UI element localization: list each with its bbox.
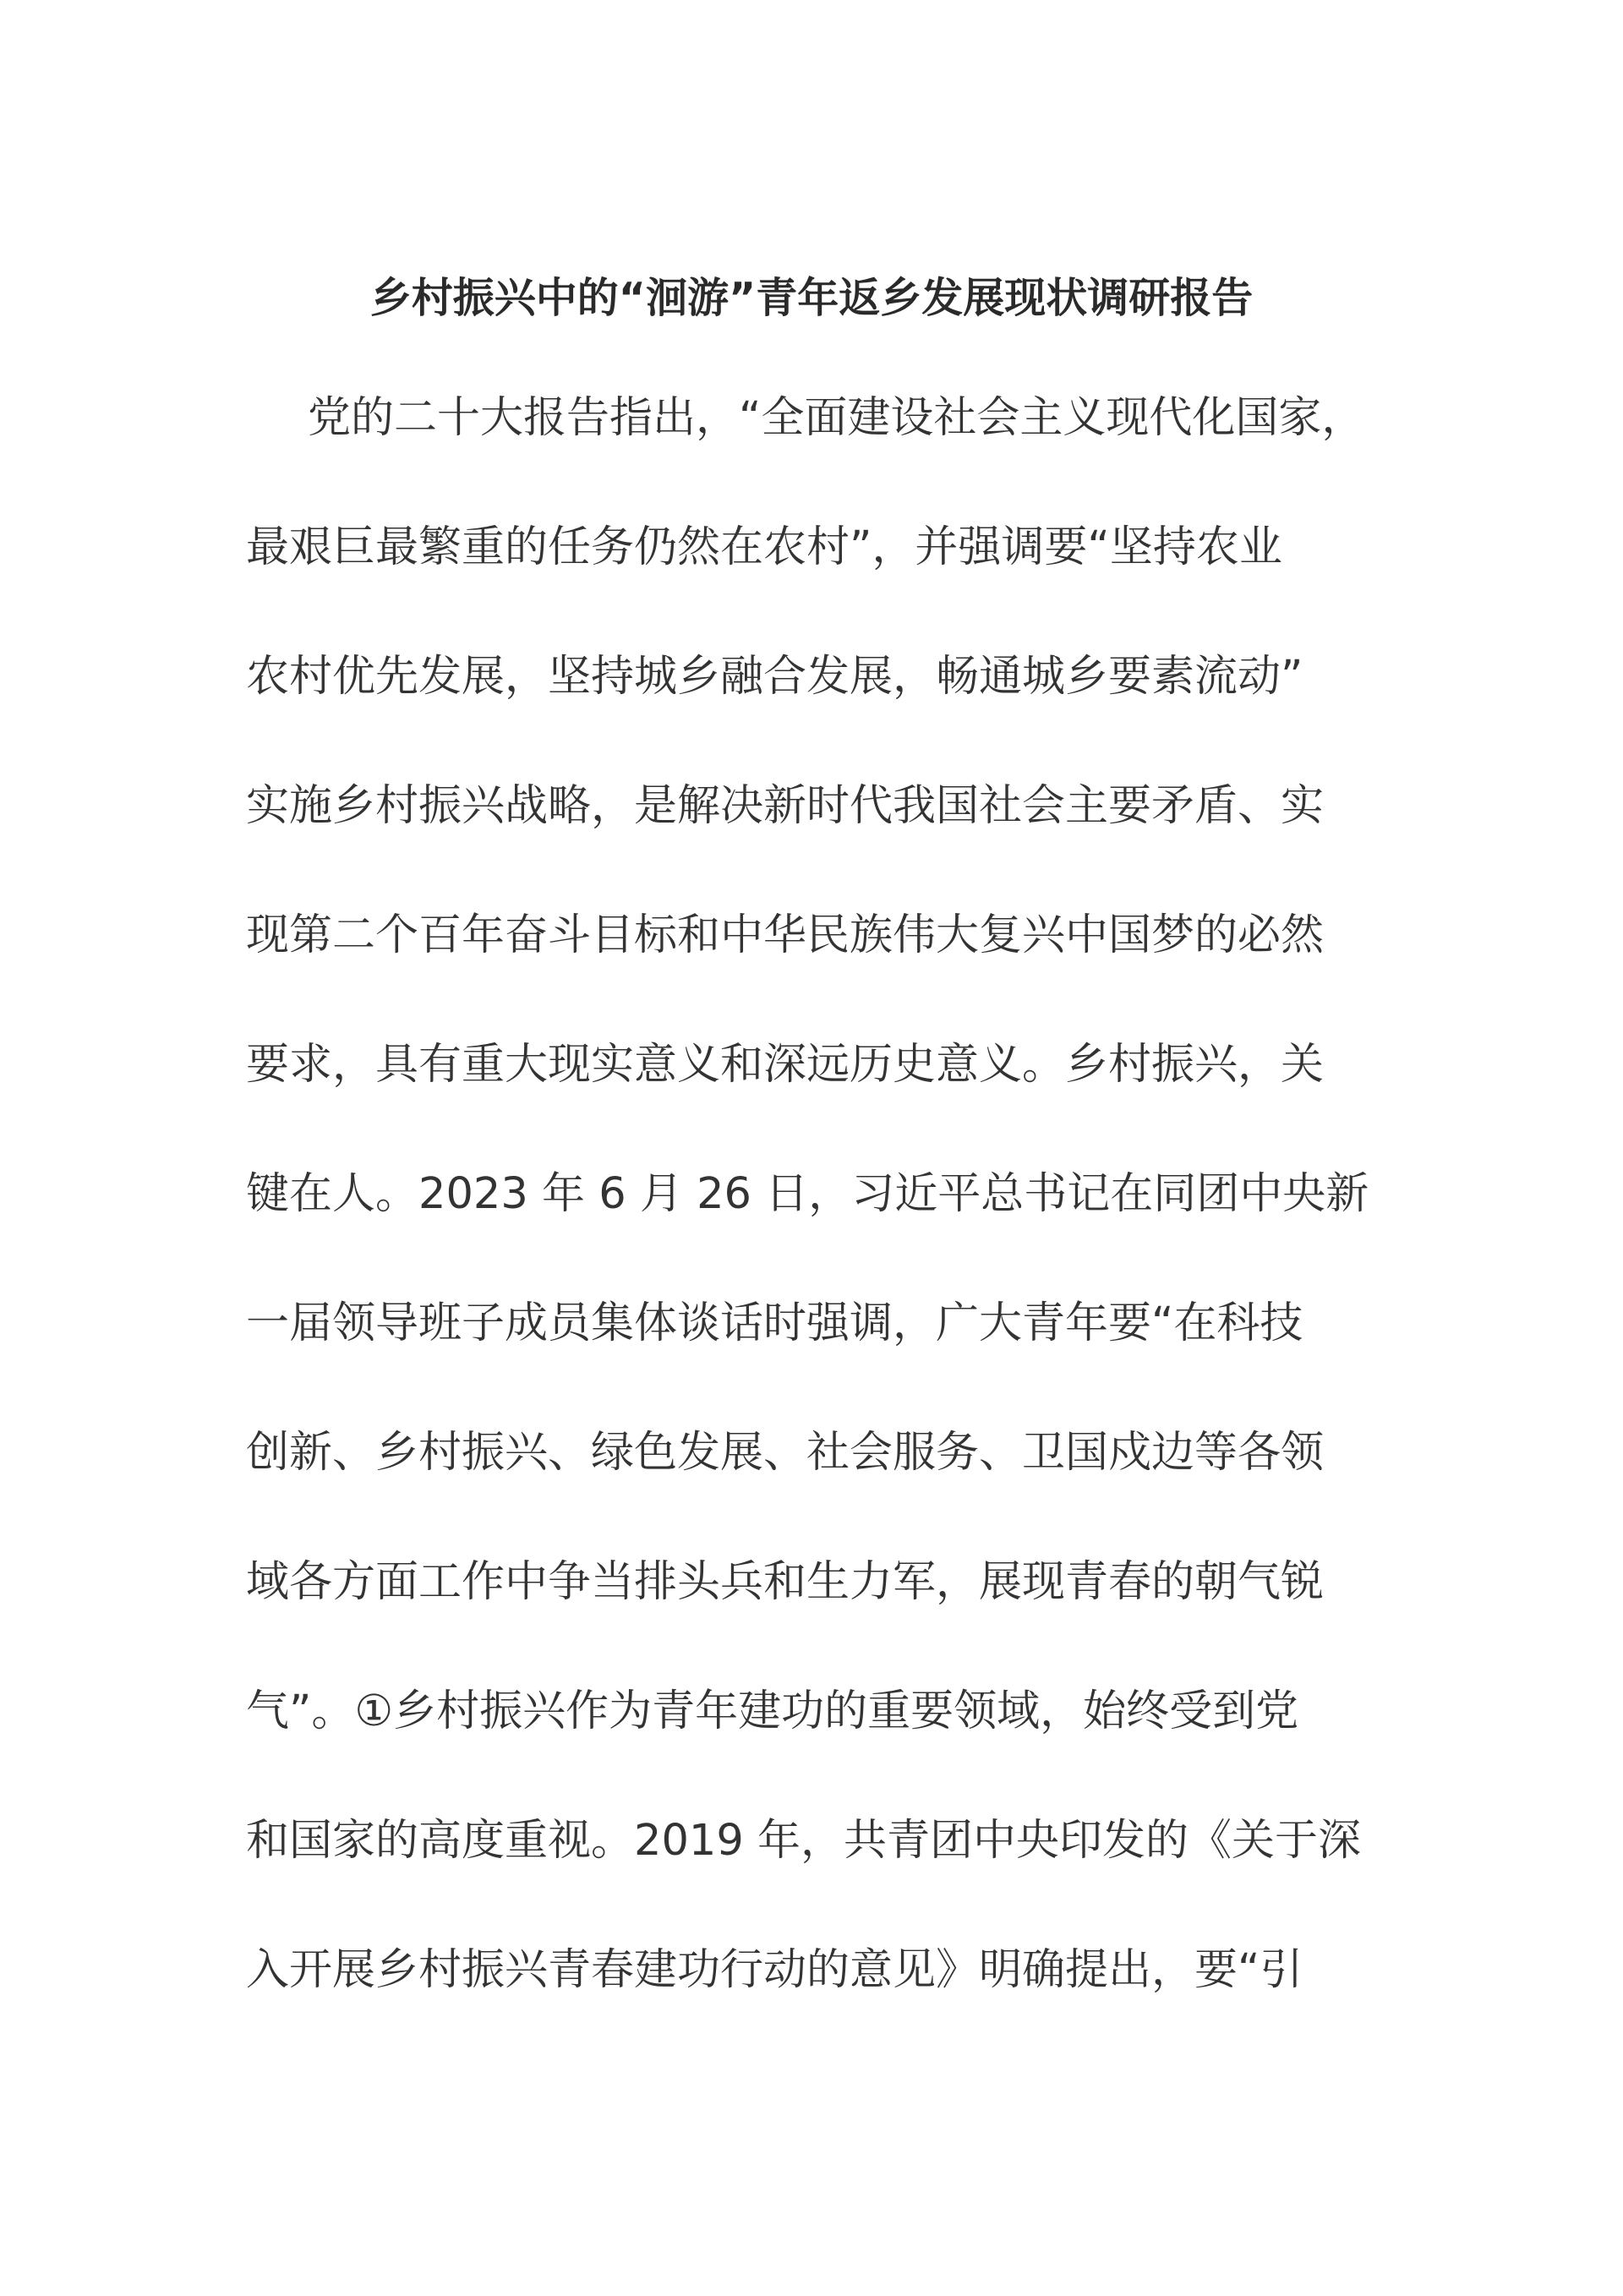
text-line: 最艰巨最繁重的任务仍然在农村”，并强调要“坚持农业 [246,522,1282,572]
document-title: 乡村振兴中的“洄游”青年返乡发展现状调研报告 [369,274,1254,322]
text-line: 入开展乡村振兴青春建功行动的意见》明确提出，要“引 [246,1945,1303,1995]
text-line: 键在人。2023 年 6 月 26 日，习近平总书记在同团中央新 [246,1169,1369,1219]
text-line: 现第二个百年奋斗目标和中华民族伟大复兴中国梦的必然 [246,910,1325,960]
text-line: 党的二十大报告指出，“全面建设社会主义现代化国家， [308,393,1365,443]
text-line: 要求，具有重大现实意义和深远历史意义。乡村振兴，关 [246,1040,1325,1090]
text-line: 实施乡村振兴战略，是解决新时代我国社会主要矛盾、实 [246,781,1325,831]
text-line: 创新、乡村振兴、绿色发展、社会服务、卫国戍边等各领 [246,1428,1325,1478]
text-line: 农村优先发展，坚持城乡融合发展，畅通城乡要素流动” [246,652,1303,702]
text-line: 域各方面工作中争当排头兵和生力军，展现青春的朝气锐 [246,1557,1325,1607]
text-line: 一届领导班子成员集体谈话时强调，广大青年要“在科技 [246,1298,1303,1348]
text-line: 气”。①乡村振兴作为青年建功的重要领域，始终受到党 [246,1686,1299,1736]
text-line: 和国家的高度重视。2019 年，共青团中央印发的《关于深 [246,1816,1362,1866]
body-paragraph [246,387,1387,2069]
